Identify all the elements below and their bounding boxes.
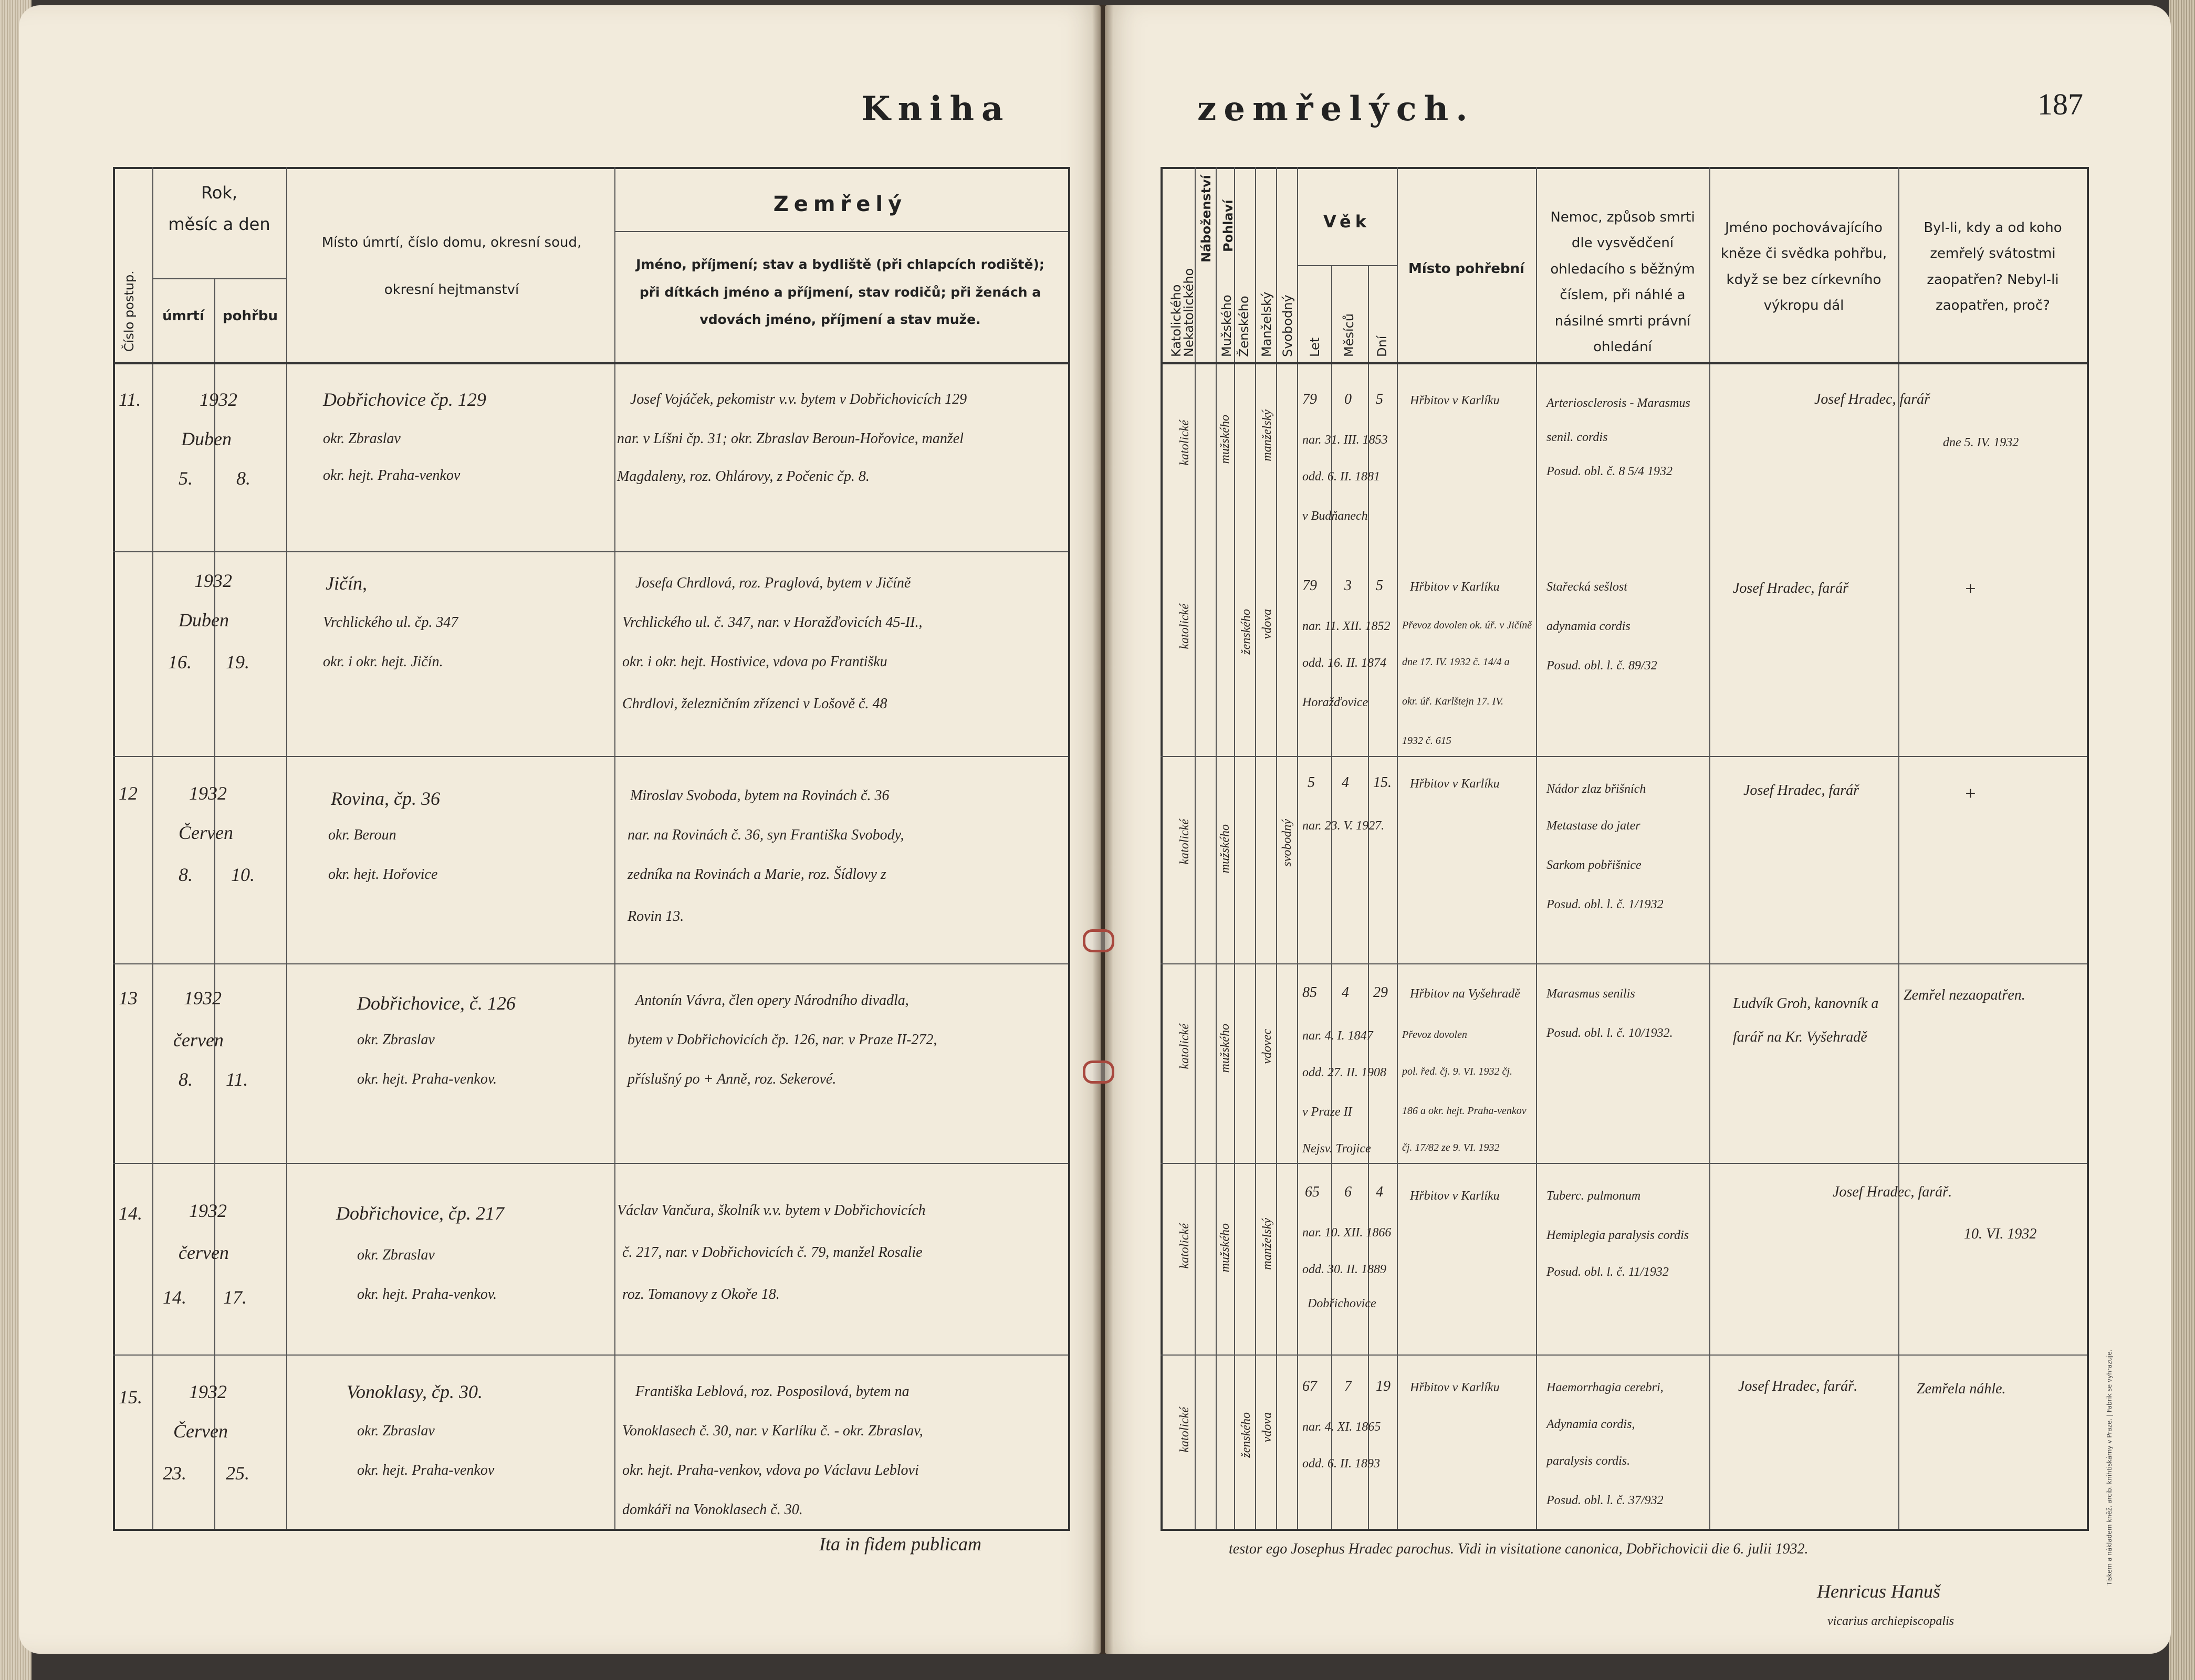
entry-1-misto-2: okr. Zbraslav bbox=[323, 430, 401, 447]
entry-3-misto-1: Rovina, čp. 36 bbox=[331, 788, 440, 809]
right-register-table bbox=[1161, 167, 2089, 1531]
header-misto-pohrbu: Místo pohřební bbox=[1408, 261, 1525, 277]
entry-4-zaopatren: Zemřel nezaopatřen. bbox=[1904, 987, 2025, 1003]
page-number: 187 bbox=[2037, 87, 2083, 121]
entry-5-cislo: 14. bbox=[119, 1203, 142, 1224]
entry-4-pohreb: Hřbitov na Vyšehradě bbox=[1410, 987, 1520, 1001]
header-pohlavi: Pohlaví bbox=[1221, 200, 1236, 252]
entry-4-vek-extra-3: v Praze II bbox=[1302, 1105, 1352, 1119]
entry-4-zemrely-3: příslušný po + Anně, roz. Sekerové. bbox=[628, 1071, 837, 1087]
entry-3-stav: svobodný bbox=[1280, 819, 1294, 867]
entry-2-nemoc-2: adynamia cordis bbox=[1546, 620, 1630, 633]
entry-2-zemrely-4: Chrdlovi, železničním zřízenci v Lošově č. 48 bbox=[622, 696, 887, 712]
entry-3-cislo: 12 bbox=[119, 783, 138, 804]
entry-6-nabozenstvi: katolické bbox=[1178, 1407, 1191, 1453]
entry-6-nemoc-1: Haemorrhagia cerebri, bbox=[1546, 1381, 1664, 1394]
entry-5-pohreb: Hřbitov v Karlíku bbox=[1410, 1189, 1500, 1203]
entry-6-zaopatren: Zemřela náhle. bbox=[1917, 1381, 2006, 1397]
entry-6-zemrely-4: domkáři na Vonoklasech č. 30. bbox=[622, 1502, 803, 1518]
entry-2-rok: 1932 bbox=[194, 570, 232, 591]
printer-note: Tiskem a nákladem kněž. arcib. knihtiskárny v Praze. | Fabrik se vyhrazuje. bbox=[2106, 1349, 2113, 1586]
left-register-table bbox=[113, 167, 1070, 1531]
entry-3-nemoc-3: Sarkom pobřišnice bbox=[1546, 858, 1642, 872]
entry-5-nemoc-1: Tuberc. pulmonum bbox=[1546, 1189, 1641, 1203]
entry-6-vek-extra-1: nar. 4. XI. 1865 bbox=[1302, 1420, 1381, 1434]
entry-5-nabozenstvi: katolické bbox=[1178, 1223, 1191, 1269]
entry-4-let: 85 bbox=[1302, 984, 1317, 1001]
entry-2-zemrely-1: Josefa Chrdlová, roz. Praglová, bytem v Jičíně bbox=[635, 575, 911, 591]
header-nabozenstvi: Náboženství bbox=[1199, 175, 1214, 262]
entry-5-pohlavi: mužského bbox=[1218, 1223, 1232, 1273]
entry-6-pohreb: Hřbitov v Karlíku bbox=[1410, 1381, 1500, 1394]
entry-2-misto-3: okr. i okr. hejt. Jičín. bbox=[323, 654, 443, 670]
title-right: zemřelých. bbox=[1197, 89, 1475, 129]
entry-3-mesic: Červen bbox=[179, 822, 233, 843]
book-gutter bbox=[1092, 5, 1113, 1654]
entry-2-vek-extra-1: nar. 11. XII. 1852 bbox=[1302, 620, 1391, 633]
entry-5-zemrely-1: Václav Vančura, školník v.v. bytem v Dobřichovicích bbox=[617, 1202, 926, 1219]
entry-5-nemoc-3: Posud. obl. l. č. 11/1932 bbox=[1546, 1265, 1669, 1279]
entry-2-umrti: 16. bbox=[168, 652, 192, 673]
entry-6-mesicu: 7 bbox=[1344, 1378, 1352, 1394]
entry-3-nemoc-2: Metastase do jater bbox=[1546, 819, 1640, 833]
entry-1-mesic: Duben bbox=[181, 428, 232, 449]
entry-1-zemrely-1: Josef Vojáček, pekomistr v.v. bytem v Dobřichovicích 129 bbox=[630, 391, 967, 407]
entry-6-misto-3: okr. hejt. Praha-venkov bbox=[357, 1462, 495, 1478]
binding-ring-top bbox=[1083, 929, 1114, 952]
entry-1-misto-1: Dobřichovice čp. 129 bbox=[323, 389, 486, 410]
entry-3-pohlavi: mužského bbox=[1218, 824, 1232, 874]
entry-2-nemoc-extra-2: dne 17. IV. 1932 č. 14/4 a bbox=[1402, 656, 1510, 668]
entry-2-zemrely-3: okr. i okr. hejt. Hostivice, vdova po Františku bbox=[622, 654, 887, 670]
entry-4-misto-1: Dobřichovice, č. 126 bbox=[357, 993, 516, 1014]
entry-5-misto-1: Dobřichovice, čp. 217 bbox=[336, 1203, 504, 1224]
entry-4-mesic: červen bbox=[173, 1030, 224, 1051]
entry-5-let: 65 bbox=[1305, 1184, 1320, 1200]
entry-2-nemoc-3: Posud. obl. l. č. 89/32 bbox=[1546, 659, 1657, 673]
entry-4-nemoc-extra-2: pol. řed. čj. 9. VI. 1932 čj. bbox=[1402, 1066, 1512, 1077]
entry-5-misto-2: okr. Zbraslav bbox=[357, 1247, 435, 1263]
header-zaopatren: Byl-li, kdy a od koho zemřelý svátostmi zaopatřen? Nebyl-li zaopatřen, proč? bbox=[1924, 220, 2062, 314]
entry-4-nemoc-extra-3: 186 a okr. hejt. Praha-venkov bbox=[1402, 1105, 1527, 1117]
entry-4-knez: Ludvík Groh, kanovník a farář na Kr. Vyšehradě bbox=[1733, 995, 1879, 1046]
entry-6-zemrely-3: okr. hejt. Praha-venkov, vdova po Václavu Leblovi bbox=[622, 1462, 919, 1478]
entry-5-stav: manželský bbox=[1260, 1218, 1274, 1270]
header-katolickeho: Katolického bbox=[1169, 284, 1184, 357]
header-mesicu: Měsíců bbox=[1342, 313, 1356, 357]
entry-1-stav: manželský bbox=[1260, 410, 1274, 461]
entry-4-vek-extra-2: odd. 27. II. 1908 bbox=[1302, 1066, 1386, 1079]
entry-3-misto-2: okr. Beroun bbox=[328, 827, 396, 843]
entry-1-vek-extra-3: v Budňanech bbox=[1302, 509, 1368, 523]
header-misto-2: okresní hejtmanství bbox=[384, 282, 519, 298]
entry-6-nemoc-3: paralysis cordis. bbox=[1546, 1454, 1630, 1468]
entry-1-cislo: 11. bbox=[119, 389, 141, 410]
entry-5-vek-extra-3: Dobřichovice bbox=[1308, 1297, 1376, 1310]
entry-3-zaopatren: + bbox=[1964, 783, 1977, 804]
entry-2-knez: Josef Hradec, farář bbox=[1733, 580, 1849, 596]
entry-3-let: 5 bbox=[1308, 774, 1315, 791]
entry-1-misto-3: okr. hejt. Praha-venkov bbox=[323, 467, 461, 484]
entry-3-nabozenstvi: katolické bbox=[1178, 819, 1191, 865]
header-knez: Jméno pochovávajícího kněze či svědka pohřbu, když se bez církevního výkropu dál bbox=[1720, 220, 1887, 314]
entry-3-vek-extra-1: nar. 23. V. 1927. bbox=[1302, 819, 1385, 833]
entry-1-rok: 1932 bbox=[200, 389, 237, 410]
entry-4-vek-extra-1: nar. 4. I. 1847 bbox=[1302, 1029, 1373, 1043]
entry-2-nemoc-extra-1: Převoz dovolen ok. úř. v Jičíně bbox=[1402, 620, 1532, 631]
entry-3-misto-3: okr. hejt. Hořovice bbox=[328, 866, 438, 883]
entry-2-stav: vdova bbox=[1260, 609, 1274, 639]
entry-5-vek-extra-1: nar. 10. XII. 1866 bbox=[1302, 1226, 1392, 1240]
entry-4-nabozenstvi: katolické bbox=[1178, 1024, 1191, 1069]
entry-1-nemoc-2: senil. cordis bbox=[1546, 430, 1608, 444]
entry-4-zemrely-2: bytem v Dobřichovicích čp. 126, nar. v Praze II-272, bbox=[628, 1032, 937, 1048]
entry-2-nemoc-1: Stařecká sešlost bbox=[1546, 580, 1627, 594]
entry-3-mesicu: 4 bbox=[1342, 774, 1349, 791]
entry-5-umrti: 14. bbox=[163, 1287, 186, 1308]
page-edges-right bbox=[2169, 0, 2195, 1680]
entry-4-zemrely-1: Antonín Vávra, člen opery Národního divadla, bbox=[635, 992, 909, 1009]
entry-4-mesicu: 4 bbox=[1342, 984, 1349, 1001]
entry-2-pohreb: Hřbitov v Karlíku bbox=[1410, 580, 1500, 594]
binding-ring-bottom bbox=[1083, 1060, 1114, 1084]
entry-6-pohlavi: ženského bbox=[1239, 1412, 1253, 1458]
entry-2-nemoc-extra-4: 1932 č. 615 bbox=[1402, 735, 1451, 747]
entry-2-nabozenstvi: katolické bbox=[1178, 604, 1191, 649]
entry-3-nemoc-1: Nádor zlaz břišních bbox=[1546, 782, 1646, 796]
entry-4-misto-3: okr. hejt. Praha-venkov. bbox=[357, 1071, 497, 1087]
header-svobodny: Svobodný bbox=[1280, 295, 1295, 357]
entry-5-dni: 4 bbox=[1376, 1184, 1383, 1200]
entry-3-pohrbu: 10. bbox=[231, 864, 255, 885]
entry-3-nemoc-4: Posud. obl. l. č. 1/1932 bbox=[1546, 898, 1664, 911]
entry-4-nemoc-2: Posud. obl. l. č. 10/1932. bbox=[1546, 1026, 1673, 1040]
entry-2-zemrely-2: Vrchlického ul. č. 347, nar. v Horažďovicích 45-II., bbox=[622, 614, 923, 631]
header-nemoc: Nemoc, způsob smrti dle vysvědčení ohledacího s běžným číslem, při náhlé a násilné smrti právní ohledání bbox=[1550, 209, 1695, 355]
entry-1-umrti: 5. bbox=[179, 468, 193, 489]
entry-6-knez: Josef Hradec, farář. bbox=[1738, 1378, 1858, 1394]
entry-1-zaopatren: dne 5. IV. 1932 bbox=[1943, 436, 2019, 449]
entry-2-pohrbu: 19. bbox=[226, 652, 249, 673]
entry-2-mesic: Duben bbox=[179, 610, 229, 631]
entry-5-mesic: červen bbox=[179, 1242, 229, 1263]
entry-6-stav: vdova bbox=[1260, 1412, 1274, 1443]
entry-6-vek-extra-2: odd. 6. II. 1893 bbox=[1302, 1457, 1380, 1471]
entry-4-stav: vdovec bbox=[1260, 1029, 1274, 1064]
header-zenskeho: Ženského bbox=[1237, 296, 1251, 357]
entry-3-dni: 15. bbox=[1373, 774, 1392, 791]
entry-6-cislo: 15. bbox=[119, 1387, 142, 1408]
header-pohrbu: pohřbu bbox=[223, 308, 278, 324]
entry-1-vek-extra-1: nar. 31. III. 1853 bbox=[1302, 433, 1388, 447]
entry-4-umrti: 8. bbox=[179, 1069, 193, 1090]
entry-3-zemrely-3: zedníka na Rovinách a Marie, roz. Šídlovy z bbox=[628, 866, 886, 883]
entry-6-zemrely-1: Františka Leblová, roz. Posposilová, bytem na bbox=[635, 1383, 910, 1400]
entry-2-pohlavi: ženského bbox=[1239, 609, 1253, 655]
entry-5-zaopatren: 10. VI. 1932 bbox=[1964, 1226, 2037, 1242]
entry-3-zemrely-2: nar. na Rovinách č. 36, syn Františka Svobody, bbox=[628, 827, 904, 843]
entry-6-dni: 19 bbox=[1376, 1378, 1391, 1394]
entry-5-mesicu: 6 bbox=[1344, 1184, 1352, 1200]
entry-4-misto-2: okr. Zbraslav bbox=[357, 1032, 435, 1048]
entry-6-pohrbu: 25. bbox=[226, 1463, 249, 1484]
entry-2-vek-extra-2: odd. 16. II. 1874 bbox=[1302, 656, 1386, 670]
entry-5-vek-extra-2: odd. 30. II. 1889 bbox=[1302, 1263, 1386, 1276]
footer-right: testor ego Josephus Hradec parochus. Vidi in visitatione canonica, Dobřichovicii die 6. julii 1932. bbox=[1229, 1541, 1809, 1557]
header-misto-1: Místo úmrtí, číslo domu, okresní soud, bbox=[321, 235, 582, 250]
footer-signature: Henricus Hanuš bbox=[1817, 1581, 1940, 1602]
header-vek: Věk bbox=[1323, 212, 1371, 232]
entry-3-zemrely-4: Rovin 13. bbox=[628, 908, 684, 925]
entry-1-mesicu: 0 bbox=[1344, 391, 1352, 407]
entry-1-zemrely-2: nar. v Líšni čp. 31; okr. Zbraslav Beroun-Hořovice, manžel bbox=[617, 430, 964, 447]
entry-1-dni: 5 bbox=[1376, 391, 1383, 407]
header-manzelsky: Manželský bbox=[1259, 291, 1274, 357]
entry-2-zaopatren: + bbox=[1964, 578, 1977, 599]
entry-2-misto-2: Vrchlického ul. čp. 347 bbox=[323, 614, 458, 631]
entry-3-zemrely-1: Miroslav Svoboda, bytem na Rovinách č. 36 bbox=[630, 788, 890, 804]
entry-6-nemoc-2: Adynamia cordis, bbox=[1546, 1418, 1635, 1431]
entry-2-vek-extra-3: Horažďovice bbox=[1302, 696, 1368, 709]
entry-4-vek-extra-4: Nejsv. Trojice bbox=[1302, 1142, 1371, 1156]
entry-4-nemoc-extra-1: Převoz dovolen bbox=[1402, 1029, 1467, 1041]
header-nekatolickeho: Nekatolického bbox=[1182, 268, 1196, 357]
entry-4-nemoc-1: Marasmus senilis bbox=[1546, 987, 1635, 1001]
entry-5-knez: Josef Hradec, farář. bbox=[1833, 1184, 1952, 1200]
entry-6-let: 67 bbox=[1302, 1378, 1317, 1394]
entry-4-pohrbu: 11. bbox=[226, 1069, 248, 1090]
entry-5-rok: 1932 bbox=[189, 1200, 227, 1221]
footer-signature-role: vicarius archiepiscopalis bbox=[1827, 1614, 1954, 1628]
entry-5-zemrely-2: č. 217, nar. v Dobřichovicích č. 79, manžel Rosalie bbox=[622, 1244, 923, 1261]
entry-2-let: 79 bbox=[1302, 578, 1317, 594]
entry-3-knez: Josef Hradec, farář bbox=[1743, 782, 1859, 799]
entry-2-misto-1: Jičín, bbox=[326, 573, 367, 594]
header-zemrely-desc: Jméno, příjmení; stav a bydliště (při chlapcích rodiště); při dítkách jméno a příjmení, stav rodičů; při ženách a vdovách jméno, příjmení a stav muže. bbox=[636, 257, 1044, 327]
entry-2-nemoc-extra-3: okr. úř. Karlštejn 17. IV. bbox=[1402, 696, 1503, 707]
entry-5-zemrely-3: roz. Tomanovy z Okoře 18. bbox=[622, 1286, 780, 1303]
entry-1-knez: Josef Hradec, farář bbox=[1814, 391, 1930, 407]
entry-4-pohlavi: mužského bbox=[1218, 1024, 1232, 1073]
header-cislo: Číslo postup. bbox=[122, 270, 137, 352]
header-muzskeho: Mužského bbox=[1219, 295, 1234, 357]
header-rok: Rok, bbox=[201, 183, 238, 203]
title-left: Kniha bbox=[861, 89, 1011, 129]
entry-4-cislo: 13 bbox=[119, 988, 138, 1009]
entry-4-rok: 1932 bbox=[184, 988, 222, 1009]
entry-3-umrti: 8. bbox=[179, 864, 193, 885]
entry-1-zemrely-3: Magdaleny, roz. Ohlárovy, z Počenic čp. 8. bbox=[617, 468, 870, 485]
entry-2-mesicu: 3 bbox=[1344, 578, 1352, 594]
entry-3-pohreb: Hřbitov v Karlíku bbox=[1410, 777, 1500, 791]
header-let: Let bbox=[1308, 337, 1322, 357]
entry-2-dni: 5 bbox=[1376, 578, 1383, 594]
entry-1-nemoc-3: Posud. obl. č. 8 5/4 1932 bbox=[1546, 465, 1673, 478]
entry-4-dni: 29 bbox=[1373, 984, 1388, 1001]
header-dni: Dní bbox=[1375, 335, 1389, 357]
entry-6-mesic: Červen bbox=[173, 1421, 228, 1442]
entry-1-nemoc-1: Arteriosclerosis - Marasmus bbox=[1546, 396, 1690, 410]
entry-3-rok: 1932 bbox=[189, 783, 227, 804]
header-mesic: měsíc a den bbox=[168, 214, 270, 234]
entry-1-vek-extra-2: odd. 6. II. 1881 bbox=[1302, 470, 1380, 484]
entry-5-pohrbu: 17. bbox=[223, 1287, 247, 1308]
entry-6-misto-2: okr. Zbraslav bbox=[357, 1423, 435, 1439]
entry-1-pohreb: Hřbitov v Karlíku bbox=[1410, 394, 1500, 407]
entry-1-let: 79 bbox=[1302, 391, 1317, 407]
entry-1-pohlavi: mužského bbox=[1218, 415, 1232, 464]
entry-4-nemoc-extra-4: čj. 17/82 ze 9. VI. 1932 bbox=[1402, 1142, 1500, 1153]
entry-6-zemrely-2: Vonoklasech č. 30, nar. v Karlíku č. - okr. Zbraslav, bbox=[622, 1423, 923, 1439]
entry-6-nemoc-4: Posud. obl. l. č. 37/932 bbox=[1546, 1494, 1664, 1507]
entry-5-misto-3: okr. hejt. Praha-venkov. bbox=[357, 1286, 497, 1303]
entry-6-misto-1: Vonoklasy, čp. 30. bbox=[347, 1381, 483, 1402]
entry-6-rok: 1932 bbox=[189, 1381, 227, 1402]
entry-1-nabozenstvi: katolické bbox=[1178, 420, 1191, 466]
header-zemrely: Zemřelý bbox=[773, 192, 907, 216]
entry-5-nemoc-2: Hemiplegia paralysis cordis bbox=[1546, 1228, 1689, 1242]
entry-1-pohrbu: 8. bbox=[236, 468, 250, 489]
footer-left: Ita in fidem publicam bbox=[819, 1534, 981, 1555]
entry-6-umrti: 23. bbox=[163, 1463, 186, 1484]
header-umrti: úmrtí bbox=[162, 308, 204, 324]
